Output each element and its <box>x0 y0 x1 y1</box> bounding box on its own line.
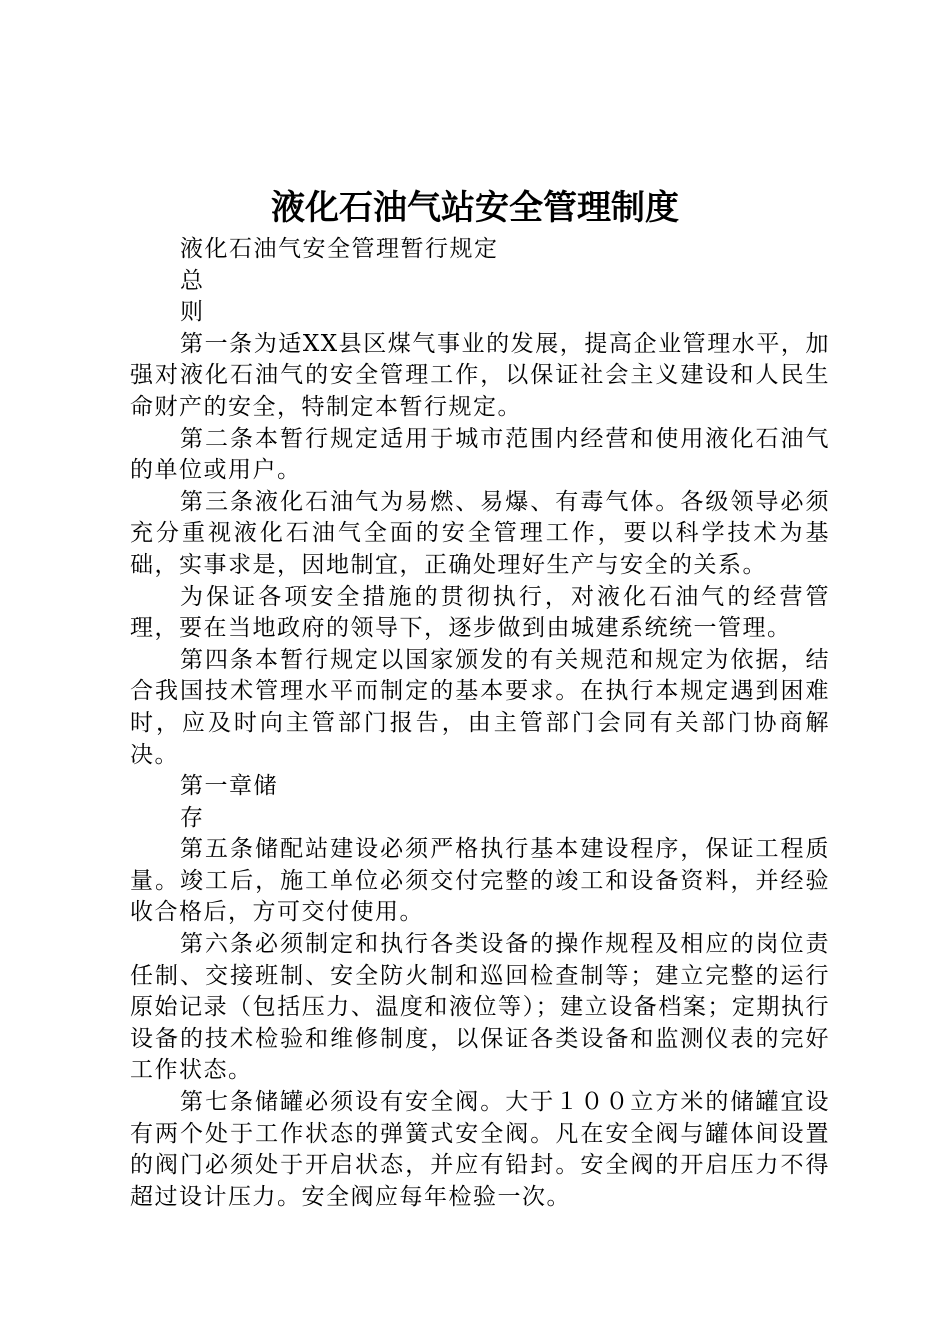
document-title: 液化石油气站安全管理制度 <box>271 188 679 228</box>
article-3: 第三条液化石油气为易燃、易爆、有毒气体。各级领导必须充分重视液化石油气全面的安全管理工作，要以科学技术为基础，实事求是，因地制宜，正确处理好生产与安全的关系。 <box>130 488 830 578</box>
article-1: 第一条为适XX县区煤气事业的发展，提高企业管理水平，加强对液化石油气的安全管理工作，以保证社会主义建设和人民生命财产的安全，特制定本暂行规定。 <box>130 330 830 420</box>
general-heading-line-1: 总 <box>180 267 205 294</box>
article-7: 第七条储罐必须设有安全阀。大于１００立方米的储罐宜设有两个处于工作状态的弹簧式安全阀。凡在安全阀与罐体间设置的阀门必须处于开启状态，并应有铅封。安全阀的开启压力不得超过设计压力。安全阀应每年检验一次。 <box>130 1089 830 1210</box>
document-body <box>130 234 830 1213</box>
general-heading-line-2: 则 <box>180 299 205 326</box>
chapter-1-heading-line-2: 存 <box>180 804 205 831</box>
article-4: 第四条本暂行规定以国家颁发的有关规范和规定为依据，结合我国技术管理水平而制定的基本要求。在执行本规定遇到困难时，应及时向主管部门报告，由主管部门会同有关部门协商解决。 <box>130 646 830 768</box>
subtitle: 液化石油气安全管理暂行规定 <box>180 236 499 262</box>
article-6: 第六条必须制定和执行各类设备的操作规程及相应的岗位责任制、交接班制、安全防火制和巡回检查制等；建立完整的运行原始记录（包括压力、温度和液位等）；建立设备档案；定期执行设备的技术检验和维修制度，以保证各类设备和监测仪表的完好工作状态。 <box>130 931 830 1084</box>
article-2: 第二条本暂行规定适用于城市范围内经营和使用液化石油气的单位或用户。 <box>130 425 830 484</box>
article-5: 第五条储配站建设必须严格执行基本建设程序，保证工程质量。竣工后，施工单位必须交付完整的竣工和设备资料，并经验收合格后，方可交付使用。 <box>130 836 830 926</box>
chapter-1-heading-line-1: 第一章储 <box>180 773 278 800</box>
paragraph-supervision: 为保证各项安全措施的贯彻执行，对液化石油气的经营管理，要在当地政府的领导下，逐步做到由城建系统统一管理。 <box>130 583 830 642</box>
